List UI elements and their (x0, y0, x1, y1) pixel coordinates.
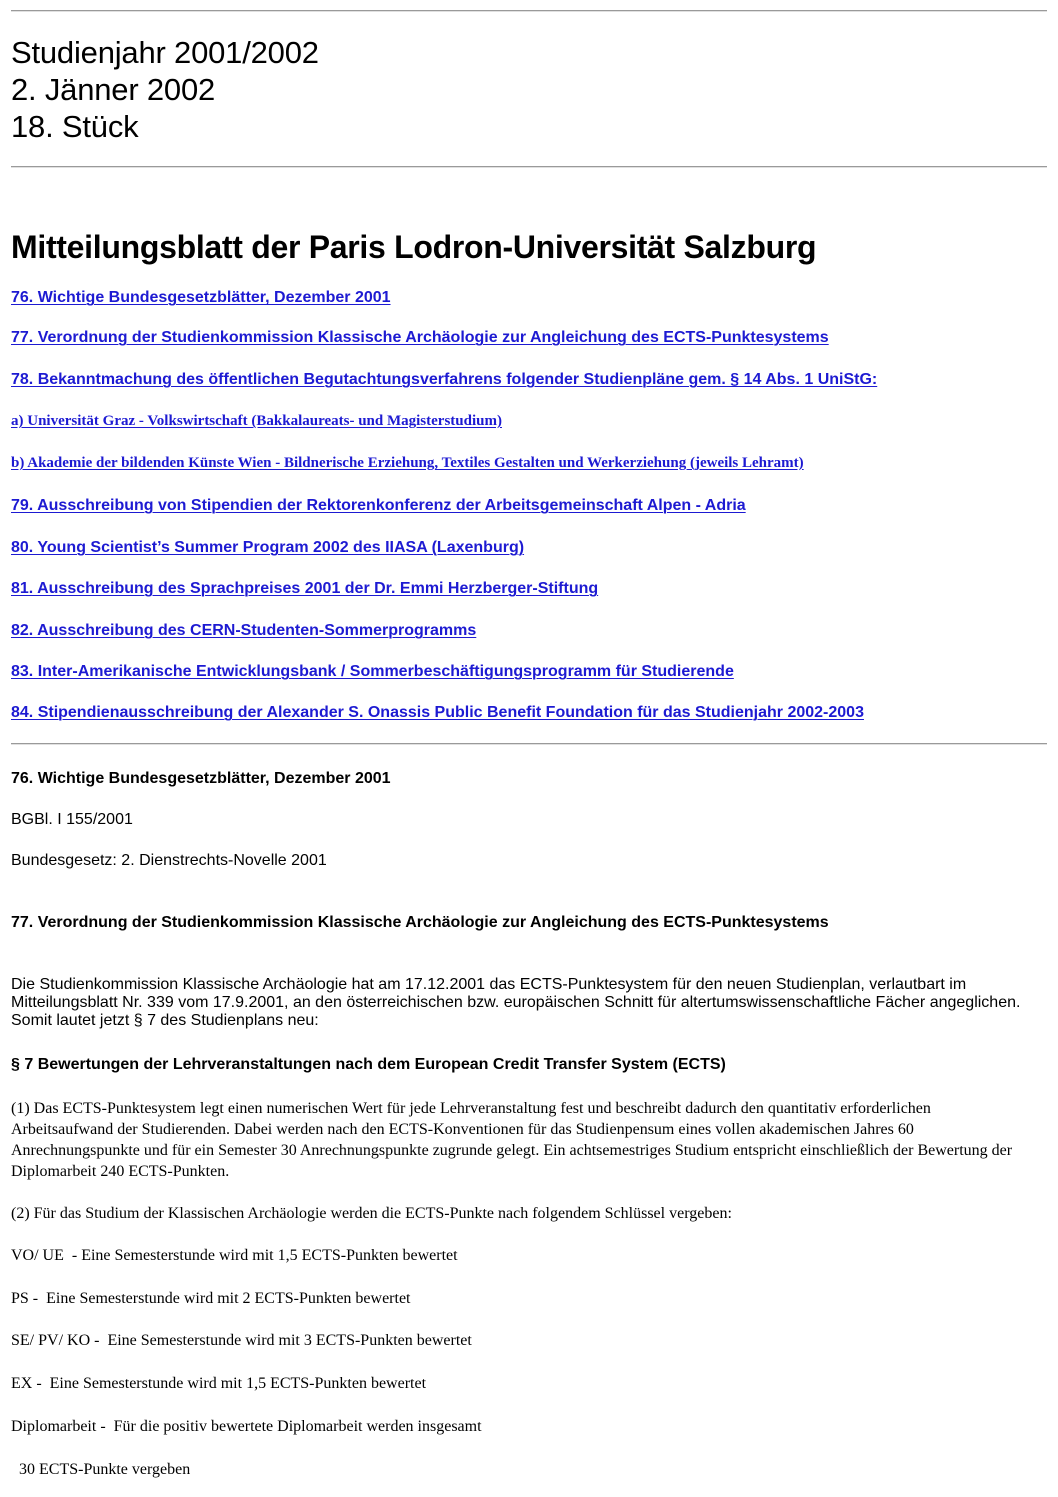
header-divider (11, 166, 1047, 168)
ects-se-pv-ko: SE/ PV/ KO - Eine Semesterstunde wird mit 3 ECTS-Punkten bewertet (11, 1332, 472, 1349)
section-77-heading: 77. Verordnung der Studienkommission Klassische Archäologie zur Angleichung des ECTS-Punktesystems (11, 914, 829, 931)
section-76-law: Bundesgesetz: 2. Dienstrechts-Novelle 2001 (11, 852, 327, 869)
toc-link-78b[interactable]: b) Akademie der bildenden Künste Wien - Bildnerische Erziehung, Textiles Gestalten und Werkerziehung (jeweils Lehramt) (11, 455, 804, 471)
toc-link-83[interactable]: 83. Inter-Amerikanische Entwicklungsbank / Sommerbeschäftigungsprogramm für Studierende (11, 663, 734, 680)
section-77-p1: (1) Das ECTS-Punktesystem legt einen numerischen Wert für jede Lehrveranstaltung fest und beschreibt dadurch den quantitativ erforderlichen Arbeitsaufwand der Studierenden. Dabei werden nach den ECTS-Konventionen für das Studienpensum eines vollen akademischen Jahres 60 Anrechnungspunkte und für ein Semester 30 Anrechnungspunkte zugrunde gelegt. Ein achtsemestriges Studium entspricht einschließlich der Bewertung der Diplomarbeit 240 ECTS-Punkten. (11, 1100, 1013, 1180)
toc-link-77[interactable]: 77. Verordnung der Studienkommission Klassische Archäologie zur Angleichung des ECTS-Punktesystems (11, 329, 829, 346)
section-76-heading: 76. Wichtige Bundesgesetzblätter, Dezember 2001 (11, 770, 391, 787)
issue-date: 2. Jänner 2002 (11, 72, 216, 107)
toc-link-80[interactable]: 80. Young Scientist’s Summer Program 2002 des IIASA (Laxenburg) (11, 539, 525, 556)
section-76-bgbl: BGBl. I 155/2001 (11, 811, 133, 828)
issue-number: 18. Stück (11, 109, 139, 144)
toc-link-78[interactable]: 78. Bekanntmachung des öffentlichen Begutachtungsverfahrens folgender Studienpläne gem. § 14 Abs. 1 UniStG: (11, 371, 878, 388)
ects-diplomarbeit: Diplomarbeit - Für die positiv bewertete Diplomarbeit werden insgesamt (11, 1418, 482, 1435)
top-divider (11, 10, 1047, 12)
toc-link-78a[interactable]: a) Universität Graz - Volkswirtschaft (Bakkalaureats- und Magisterstudium) (11, 413, 502, 429)
section-77-paragraph-heading: § 7 Bewertungen der Lehrveranstaltungen nach dem European Credit Transfer System (ECTS) (11, 1056, 726, 1073)
ects-diplomarbeit-points: 30 ECTS-Punkte vergeben (19, 1461, 191, 1478)
ects-ps: PS - Eine Semesterstunde wird mit 2 ECTS-Punkten bewertet (11, 1290, 411, 1307)
ects-ex: EX - Eine Semesterstunde wird mit 1,5 ECTS-Punkten bewertet (11, 1375, 427, 1392)
toc-link-84[interactable]: 84. Stipendienausschreibung der Alexander S. Onassis Public Benefit Foundation für das Studienjahr 2002-2003 (11, 704, 864, 721)
toc-link-82[interactable]: 82. Ausschreibung des CERN-Studenten-Sommerprogramms (11, 622, 477, 639)
page-title: Mitteilungsblatt der Paris Lodron-Universität Salzburg (11, 229, 817, 265)
toc-divider (11, 743, 1047, 745)
toc-link-76[interactable]: 76. Wichtige Bundesgesetzblätter, Dezember 2001 (11, 289, 391, 306)
toc-link-79[interactable]: 79. Ausschreibung von Stipendien der Rektorenkonferenz der Arbeitsgemeinschaft Alpen - Adria (11, 497, 746, 514)
toc-link-81[interactable]: 81. Ausschreibung des Sprachpreises 2001 der Dr. Emmi Herzberger-Stiftung (11, 580, 599, 597)
section-77-intro: Die Studienkommission Klassische Archäologie hat am 17.12.2001 das ECTS-Punktesystem für den neuen Studienplan, verlautbart im Mitteilungsblatt Nr. 339 vom 17.9.2001, an den österreichischen bzw. europäischen Schnitt für altertumswissenschaftliche Fächer angeglichen. Somit lautet jetzt § 7 des Studienplans neu: (11, 976, 1021, 1029)
academic-year: Studienjahr 2001/2002 (11, 35, 319, 70)
section-77-p2: (2) Für das Studium der Klassischen Archäologie werden die ECTS-Punkte nach folgendem Schlüssel vergeben: (11, 1205, 732, 1222)
ects-vo-ue: VO/ UE - Eine Semesterstunde wird mit 1,5 ECTS-Punkten bewertet (11, 1247, 458, 1264)
